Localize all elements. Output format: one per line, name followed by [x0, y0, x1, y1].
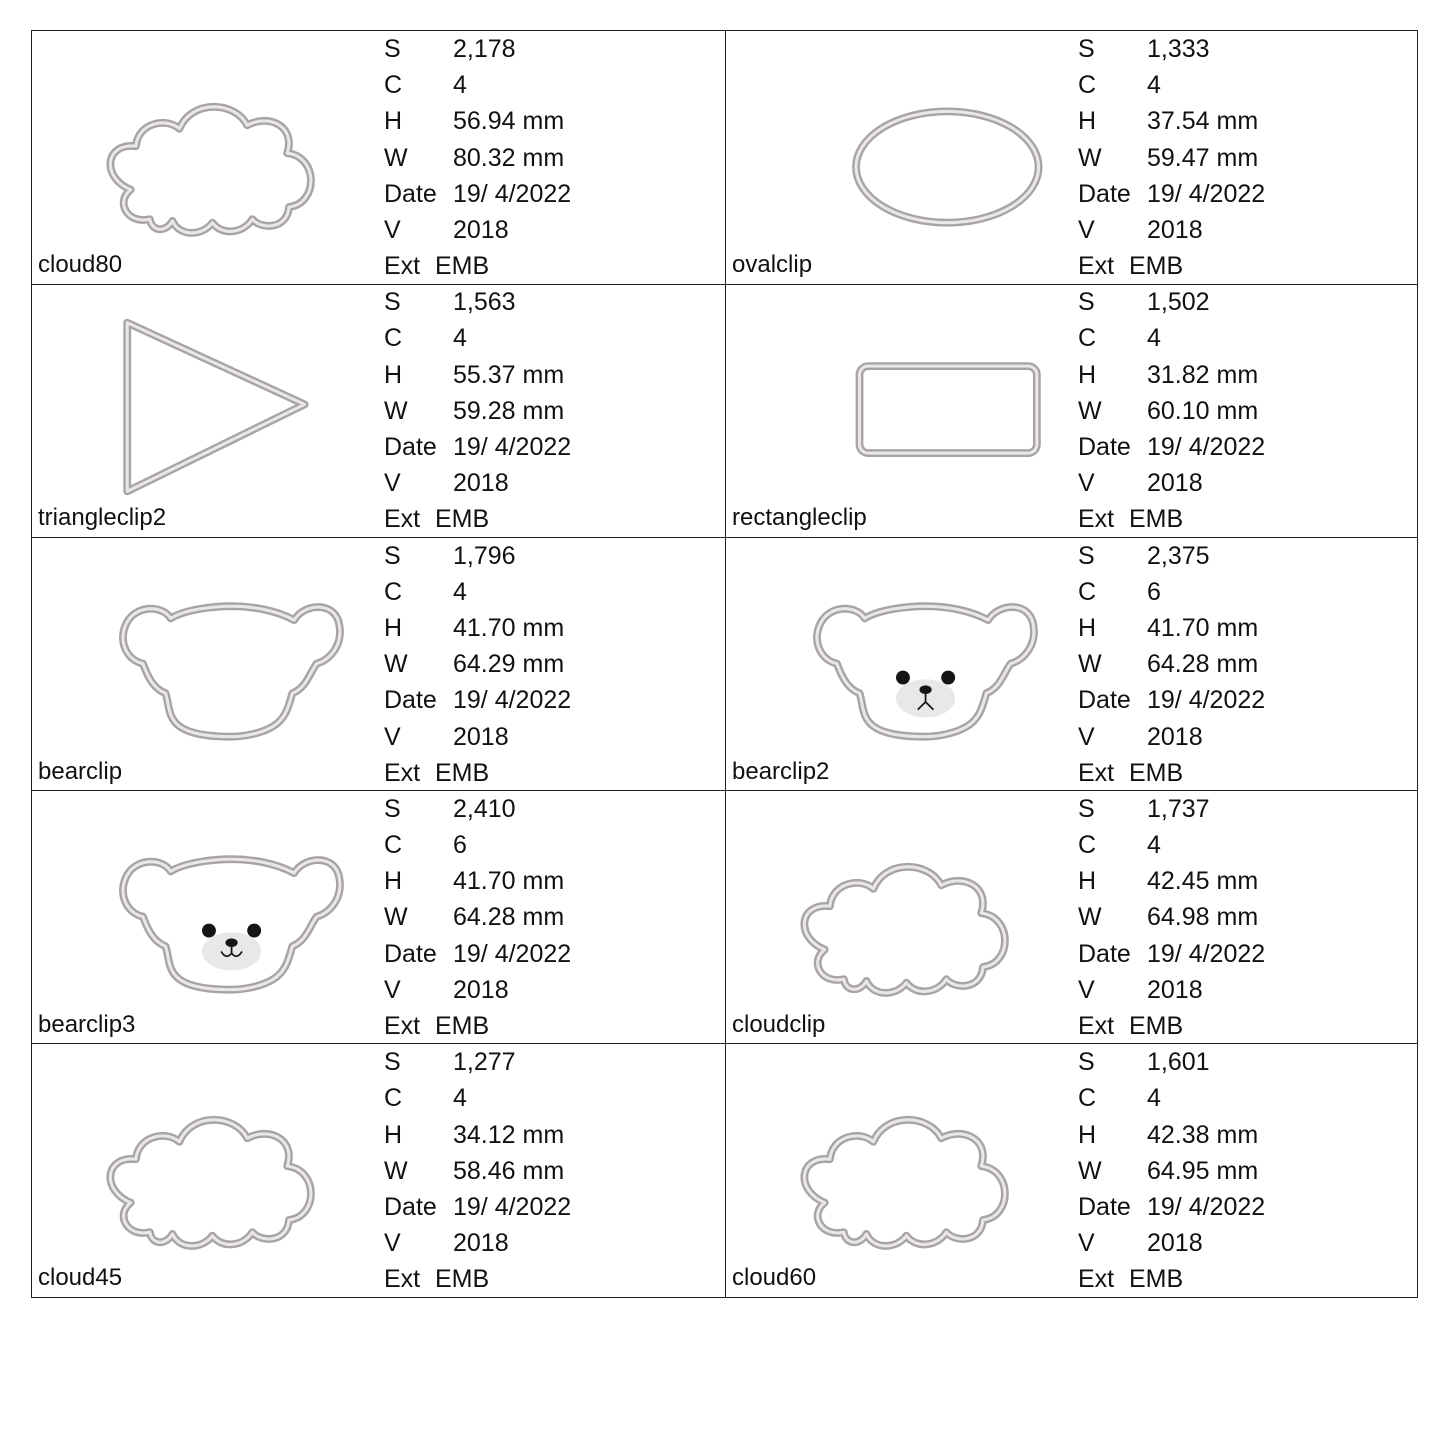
- property-label: H: [384, 107, 403, 136]
- property-value: 64.29 mm: [453, 650, 565, 679]
- property-row: [1078, 1263, 1408, 1299]
- design-properties: [1078, 793, 1408, 1046]
- property-value: 19/ 4/2022: [1147, 686, 1266, 715]
- property-label: Ext: [1078, 252, 1115, 281]
- property-label: H: [1078, 1120, 1097, 1149]
- property-label: V: [1078, 469, 1095, 498]
- property-row: [1078, 1119, 1408, 1155]
- property-label: W: [1078, 903, 1102, 932]
- property-label: Ext: [384, 1012, 421, 1041]
- property-value: 4: [453, 1084, 467, 1113]
- property-value: 19/ 4/2022: [453, 686, 572, 715]
- design-name: ovalclip: [732, 251, 813, 278]
- property-row: [1078, 395, 1408, 431]
- property-row: [1078, 142, 1408, 178]
- property-value: 6: [453, 831, 467, 860]
- property-value: 2018: [453, 722, 509, 751]
- property-value: 1,601: [1147, 1048, 1210, 1077]
- property-row: [384, 431, 714, 467]
- property-label: C: [384, 577, 403, 606]
- design-cell-cloud45: [32, 1044, 725, 1298]
- property-label: S: [1078, 288, 1095, 317]
- property-value: 1,796: [453, 541, 516, 570]
- property-label: C: [1078, 324, 1097, 353]
- property-row: [384, 1046, 714, 1082]
- cloud-icon: [82, 1062, 382, 1272]
- property-label: Ext: [1078, 1265, 1115, 1294]
- property-value: 6: [1147, 577, 1161, 606]
- property-row: [1078, 105, 1408, 141]
- property-label: C: [384, 831, 403, 860]
- property-value: EMB: [435, 1012, 490, 1041]
- property-row: [384, 721, 714, 757]
- property-row: [384, 395, 714, 431]
- property-value: EMB: [1129, 1265, 1184, 1294]
- property-row: [1078, 33, 1408, 69]
- property-label: W: [1078, 650, 1102, 679]
- property-value: 4: [1147, 71, 1161, 100]
- property-value: 2018: [1147, 1229, 1203, 1258]
- property-value: 64.95 mm: [1147, 1156, 1259, 1185]
- design-properties: [384, 33, 714, 286]
- property-row: [384, 1263, 714, 1299]
- property-row: [1078, 1155, 1408, 1191]
- design-thumbnail: [776, 49, 1076, 259]
- design-thumbnail: [82, 49, 382, 259]
- property-value: 4: [1147, 1084, 1161, 1113]
- property-value: EMB: [435, 252, 490, 281]
- property-value: 58.46 mm: [453, 1156, 565, 1185]
- design-name: cloud45: [38, 1264, 123, 1292]
- property-label: W: [384, 650, 408, 679]
- property-value: 2,375: [1147, 541, 1210, 570]
- cloud-icon: [776, 809, 1076, 1019]
- rectangle-icon: [776, 302, 1076, 512]
- property-label: S: [384, 35, 401, 63]
- property-label: W: [384, 1156, 408, 1185]
- property-row: [1078, 1227, 1408, 1263]
- property-row: [384, 359, 714, 395]
- property-label: S: [1078, 541, 1095, 570]
- cloud-icon: [776, 1062, 1076, 1272]
- property-value: EMB: [1129, 505, 1184, 534]
- design-cell-ovalclip: [725, 31, 1418, 285]
- property-label: W: [1078, 143, 1102, 172]
- property-label: V: [1078, 1229, 1095, 1258]
- design-properties: [384, 1046, 714, 1299]
- property-row: [384, 829, 714, 865]
- property-value: 19/ 4/2022: [1147, 939, 1266, 968]
- property-row: [384, 467, 714, 503]
- property-row: [1078, 612, 1408, 648]
- property-label: Ext: [384, 505, 421, 534]
- property-label: C: [1078, 1084, 1097, 1113]
- property-value: 4: [453, 324, 467, 353]
- property-label: Ext: [1078, 1012, 1115, 1041]
- property-label: V: [384, 975, 401, 1004]
- property-label: Date: [1078, 939, 1131, 968]
- property-label: Ext: [384, 252, 421, 281]
- design-name: cloudclip: [732, 1010, 826, 1038]
- property-row: [1078, 214, 1408, 250]
- property-row: [384, 1155, 714, 1191]
- property-row: [384, 576, 714, 612]
- property-label: Date: [384, 939, 437, 968]
- property-label: C: [1078, 577, 1097, 606]
- design-cell-cloud80: [32, 31, 725, 285]
- property-label: W: [1078, 1156, 1102, 1185]
- property-label: C: [1078, 831, 1097, 860]
- property-row: [1078, 865, 1408, 901]
- property-row: [384, 322, 714, 358]
- design-cell-rectangleclip: [725, 284, 1418, 538]
- property-label: Date: [1078, 433, 1131, 462]
- design-name: bearclip: [38, 757, 123, 785]
- oval-icon: [776, 49, 1076, 259]
- design-cell-bearclip3: [32, 791, 725, 1045]
- design-cell-cloud60: [725, 1044, 1418, 1298]
- property-row: [1078, 684, 1408, 720]
- property-row: [384, 214, 714, 250]
- design-name: triangleclip2: [38, 504, 167, 532]
- property-label: V: [384, 469, 401, 498]
- property-label: H: [384, 613, 403, 642]
- property-row: [1078, 1046, 1408, 1082]
- design-thumbnail: [776, 556, 1076, 766]
- property-label: W: [384, 396, 408, 425]
- design-thumbnail: [82, 302, 382, 512]
- property-value: 1,502: [1147, 288, 1210, 317]
- property-value: 1,737: [1147, 794, 1210, 823]
- property-value: 31.82 mm: [1147, 360, 1259, 389]
- property-row: [384, 69, 714, 105]
- property-value: 42.38 mm: [1147, 1120, 1259, 1149]
- property-row: [1078, 178, 1408, 214]
- property-label: W: [1078, 396, 1102, 425]
- property-label: S: [1078, 35, 1095, 63]
- property-row: [384, 286, 714, 322]
- property-value: 19/ 4/2022: [1147, 179, 1266, 208]
- property-label: S: [384, 1048, 401, 1077]
- property-row: [384, 938, 714, 974]
- property-label: S: [1078, 1048, 1095, 1077]
- property-label: Ext: [384, 758, 421, 787]
- property-value: EMB: [435, 1265, 490, 1294]
- property-value: 64.28 mm: [453, 903, 565, 932]
- property-row: [384, 865, 714, 901]
- property-row: [1078, 1191, 1408, 1227]
- property-row: [1078, 829, 1408, 865]
- property-label: S: [384, 541, 401, 570]
- property-value: 2018: [453, 469, 509, 498]
- design-properties: [384, 286, 714, 539]
- triangle-icon: [82, 302, 382, 512]
- property-label: H: [1078, 613, 1097, 642]
- property-row: [384, 793, 714, 829]
- property-value: EMB: [435, 505, 490, 534]
- design-thumbnail: [776, 809, 1076, 1019]
- property-label: S: [384, 794, 401, 823]
- property-row: [1078, 721, 1408, 757]
- design-properties: [1078, 33, 1408, 286]
- design-cell-triangleclip2: [32, 284, 725, 538]
- property-row: [384, 757, 714, 793]
- property-row: [384, 1010, 714, 1046]
- property-value: 41.70 mm: [453, 867, 565, 896]
- design-cell-cloudclip: [725, 791, 1418, 1045]
- bear-face-smile-icon: [82, 809, 382, 1019]
- property-label: V: [384, 722, 401, 751]
- property-label: V: [384, 1229, 401, 1258]
- property-label: Date: [384, 179, 437, 208]
- property-value: 2018: [1147, 975, 1203, 1004]
- property-row: [1078, 431, 1408, 467]
- property-label: H: [1078, 360, 1097, 389]
- property-label: Date: [384, 1192, 437, 1221]
- bear-icon: [82, 556, 382, 766]
- property-label: Date: [384, 686, 437, 715]
- property-label: C: [384, 324, 403, 353]
- property-value: 19/ 4/2022: [453, 179, 572, 208]
- property-value: 1,333: [1147, 35, 1210, 63]
- property-value: 42.45 mm: [1147, 867, 1259, 896]
- property-value: 34.12 mm: [453, 1120, 565, 1149]
- design-thumbnail: [82, 556, 382, 766]
- property-value: 4: [453, 71, 467, 100]
- property-value: 4: [453, 577, 467, 606]
- property-row: [384, 540, 714, 576]
- property-value: 19/ 4/2022: [453, 433, 572, 462]
- property-row: [384, 105, 714, 141]
- property-value: 55.37 mm: [453, 360, 565, 389]
- property-label: V: [384, 215, 401, 244]
- property-value: 1,277: [453, 1048, 516, 1077]
- property-label: Date: [1078, 179, 1131, 208]
- property-value: 4: [1147, 831, 1161, 860]
- design-thumbnail: [776, 302, 1076, 512]
- property-row: [1078, 757, 1408, 793]
- property-row: [384, 1191, 714, 1227]
- property-label: Ext: [384, 1265, 421, 1294]
- property-label: C: [1078, 71, 1097, 100]
- property-row: [1078, 901, 1408, 937]
- property-label: C: [384, 1084, 403, 1113]
- property-value: 19/ 4/2022: [1147, 1192, 1266, 1221]
- design-name: bearclip3: [38, 1010, 136, 1038]
- property-label: H: [1078, 867, 1097, 896]
- property-label: V: [1078, 215, 1095, 244]
- property-value: 2018: [453, 1229, 509, 1258]
- property-row: [1078, 974, 1408, 1010]
- property-label: H: [1078, 107, 1097, 136]
- design-properties: [1078, 1046, 1408, 1299]
- property-row: [1078, 1082, 1408, 1118]
- cloud-icon: [82, 49, 382, 259]
- property-value: 59.47 mm: [1147, 143, 1259, 172]
- property-value: 2018: [453, 975, 509, 1004]
- property-row: [1078, 286, 1408, 322]
- property-row: [1078, 540, 1408, 576]
- property-label: Date: [384, 433, 437, 462]
- property-label: Ext: [1078, 758, 1115, 787]
- property-value: 2018: [1147, 469, 1203, 498]
- property-row: [384, 178, 714, 214]
- design-properties: [384, 793, 714, 1046]
- property-row: [1078, 322, 1408, 358]
- property-value: 64.28 mm: [1147, 650, 1259, 679]
- property-value: 41.70 mm: [453, 613, 565, 642]
- property-row: [384, 684, 714, 720]
- design-name: bearclip2: [732, 757, 830, 785]
- property-label: S: [1078, 794, 1095, 823]
- property-label: V: [1078, 722, 1095, 751]
- property-value: 37.54 mm: [1147, 107, 1259, 136]
- property-row: [384, 1227, 714, 1263]
- design-sheet: [31, 30, 1418, 1298]
- property-label: S: [384, 288, 401, 317]
- property-row: [384, 974, 714, 1010]
- property-value: 19/ 4/2022: [453, 939, 572, 968]
- property-value: 56.94 mm: [453, 107, 565, 136]
- property-row: [1078, 1010, 1408, 1046]
- property-value: 2018: [1147, 215, 1203, 244]
- property-value: 1,563: [453, 288, 516, 317]
- property-row: [1078, 503, 1408, 539]
- property-value: EMB: [1129, 758, 1184, 787]
- design-cell-bearclip2: [725, 538, 1418, 792]
- design-thumbnail: [82, 809, 382, 1019]
- property-row: [1078, 359, 1408, 395]
- property-row: [384, 250, 714, 286]
- property-row: [384, 1119, 714, 1155]
- bear-face-frown-icon: [776, 556, 1076, 766]
- property-value: 59.28 mm: [453, 396, 565, 425]
- design-thumbnail: [776, 1062, 1076, 1272]
- property-row: [384, 1082, 714, 1118]
- design-properties: [1078, 540, 1408, 793]
- property-value: 2018: [453, 215, 509, 244]
- property-value: 2,410: [453, 794, 516, 823]
- property-label: W: [384, 903, 408, 932]
- property-row: [1078, 793, 1408, 829]
- design-thumbnail: [82, 1062, 382, 1272]
- property-row: [384, 33, 714, 69]
- property-label: Date: [1078, 686, 1131, 715]
- property-value: EMB: [1129, 1012, 1184, 1041]
- property-value: EMB: [1129, 252, 1184, 281]
- design-cell-bearclip: [32, 538, 725, 792]
- property-value: 4: [1147, 324, 1161, 353]
- property-row: [1078, 648, 1408, 684]
- property-value: 19/ 4/2022: [1147, 433, 1266, 462]
- property-row: [1078, 69, 1408, 105]
- property-row: [1078, 467, 1408, 503]
- property-label: H: [384, 867, 403, 896]
- property-label: Date: [1078, 1192, 1131, 1221]
- property-row: [384, 901, 714, 937]
- property-value: 41.70 mm: [1147, 613, 1259, 642]
- property-label: Ext: [1078, 505, 1115, 534]
- design-name: cloud60: [732, 1264, 817, 1292]
- property-value: 80.32 mm: [453, 143, 565, 172]
- design-properties: [1078, 286, 1408, 539]
- property-value: 60.10 mm: [1147, 396, 1259, 425]
- property-row: [384, 648, 714, 684]
- property-row: [1078, 938, 1408, 974]
- property-value: 2,178: [453, 35, 516, 63]
- property-value: 2018: [1147, 722, 1203, 751]
- property-label: C: [384, 71, 403, 100]
- property-value: 19/ 4/2022: [453, 1192, 572, 1221]
- property-row: [1078, 250, 1408, 286]
- property-value: 64.98 mm: [1147, 903, 1259, 932]
- design-name: cloud80: [38, 251, 123, 278]
- property-value: EMB: [435, 758, 490, 787]
- property-row: [384, 503, 714, 539]
- property-row: [384, 612, 714, 648]
- property-label: H: [384, 360, 403, 389]
- property-label: H: [384, 1120, 403, 1149]
- design-name: rectangleclip: [732, 504, 867, 532]
- design-properties: [384, 540, 714, 793]
- property-row: [384, 142, 714, 178]
- property-label: W: [384, 143, 408, 172]
- property-label: V: [1078, 975, 1095, 1004]
- property-row: [1078, 576, 1408, 612]
